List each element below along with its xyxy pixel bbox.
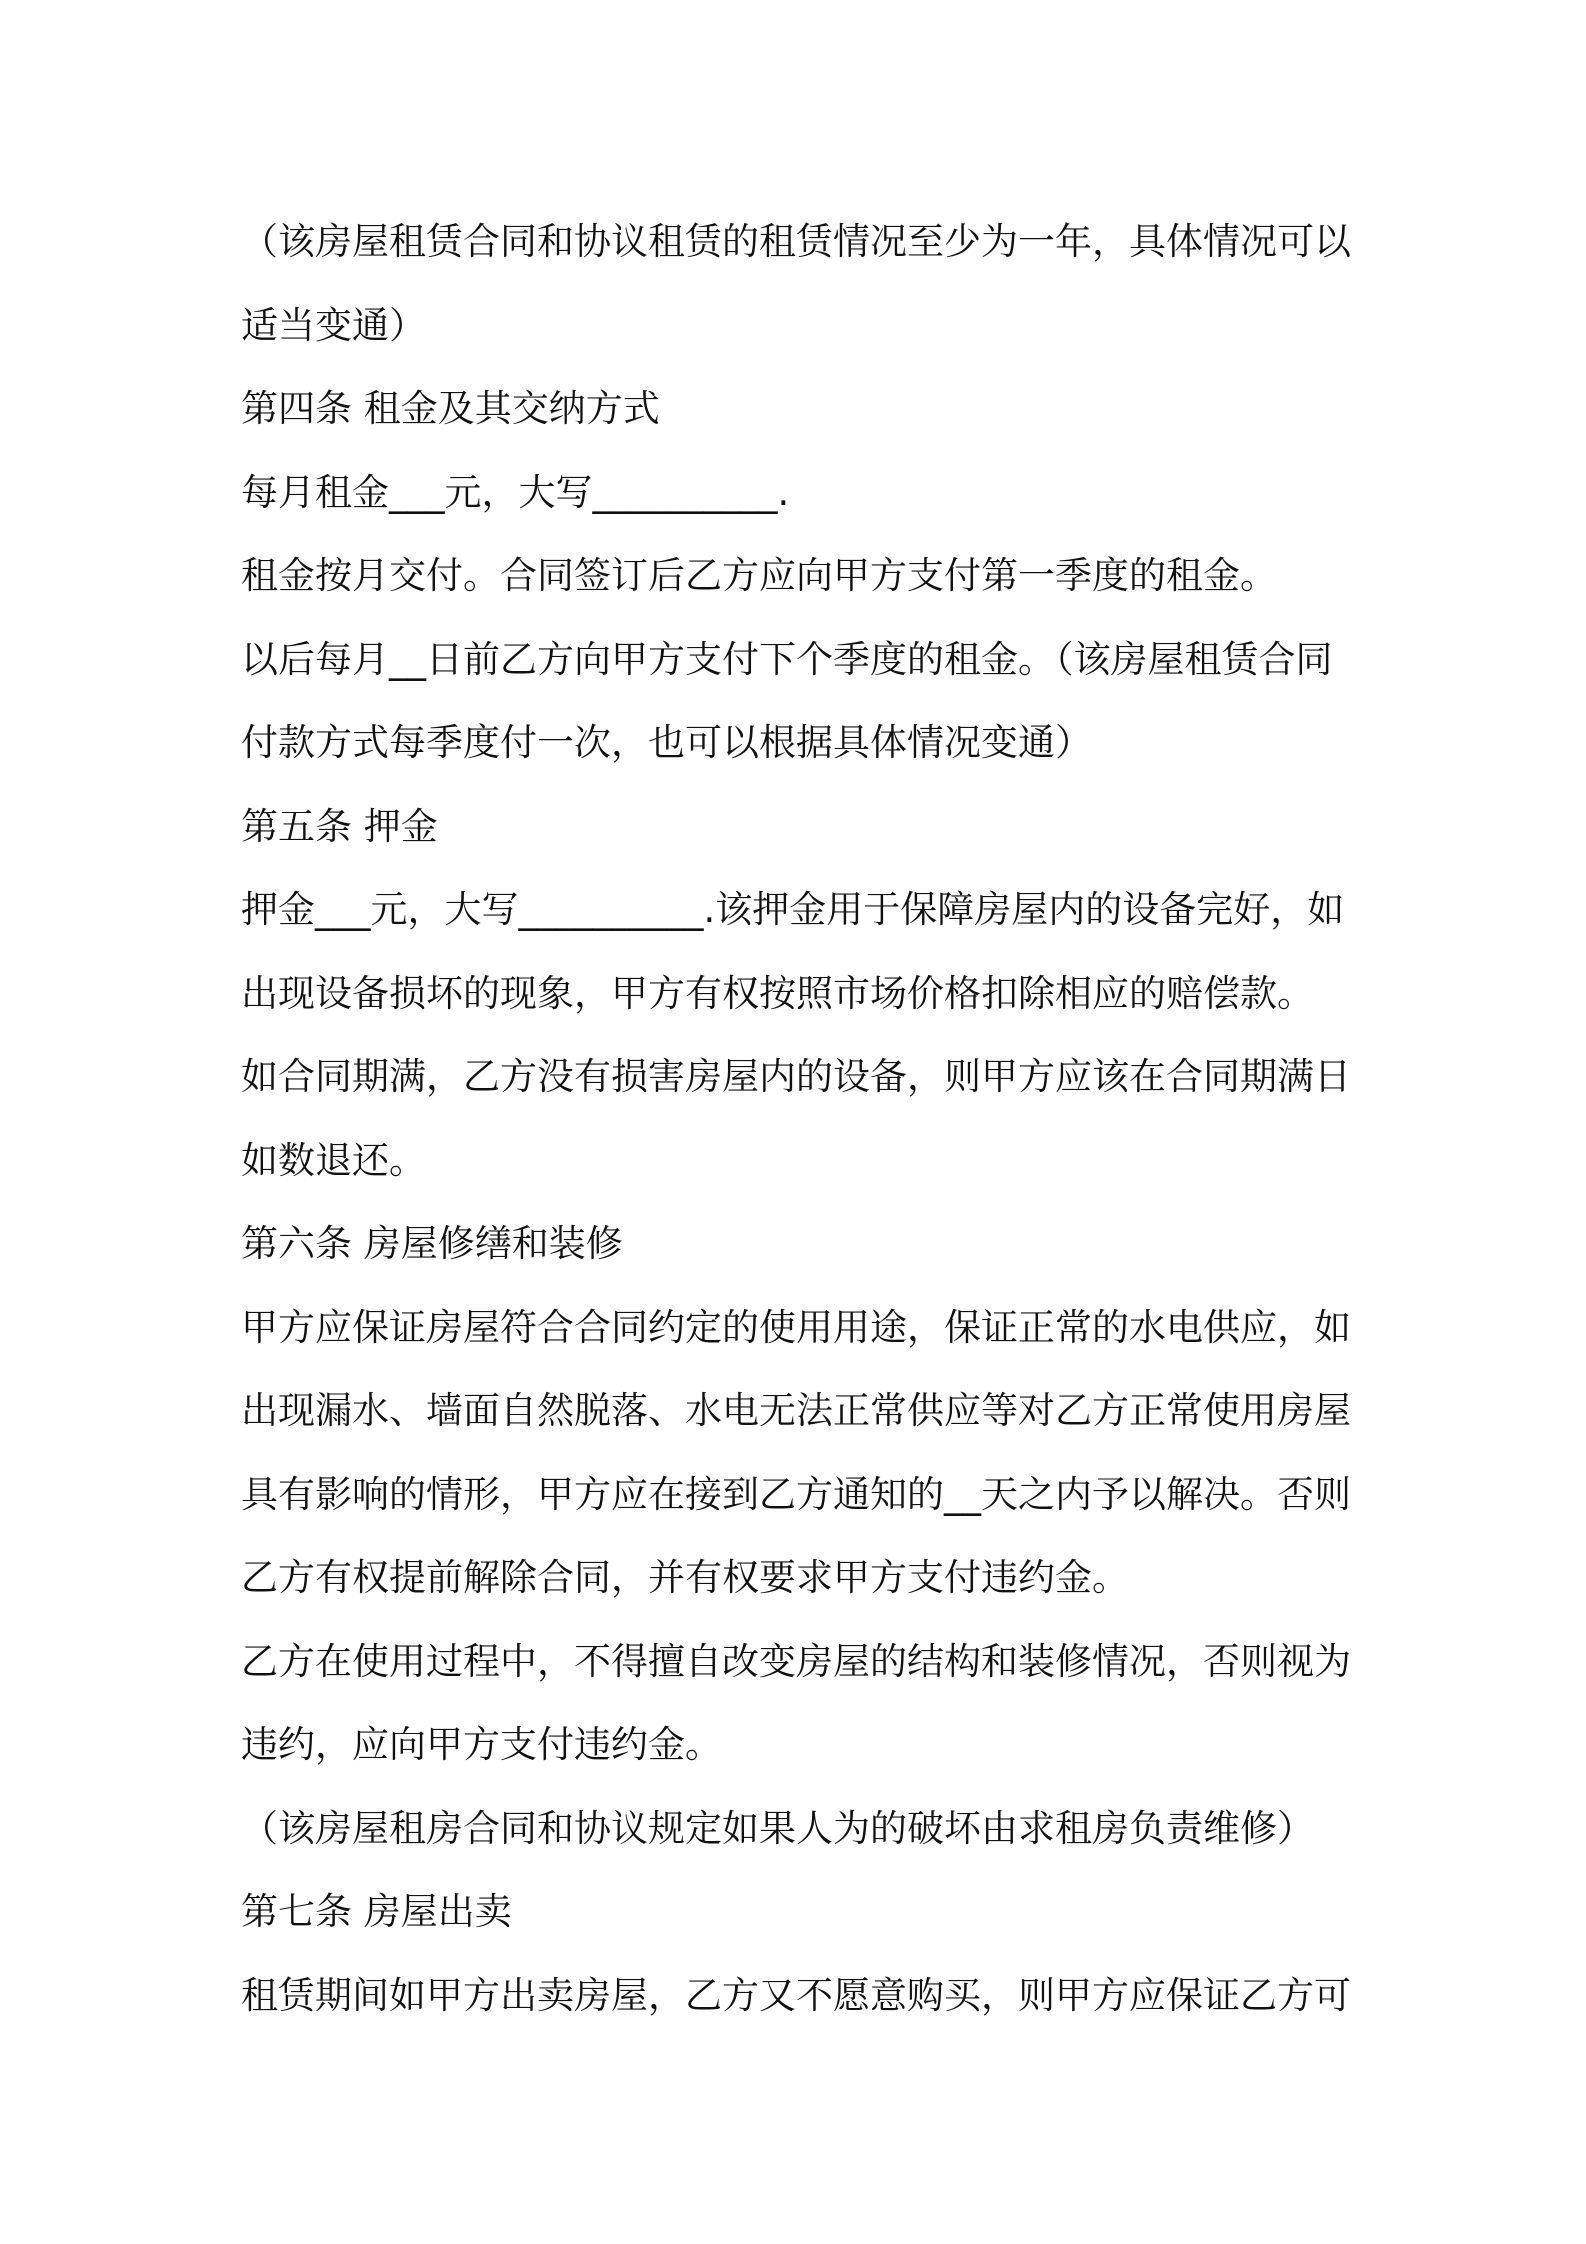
paragraph-line: 租赁期间如甲方出卖房屋，乙方又不愿意购买，则甲方应保证乙方可	[241, 1973, 1351, 2017]
paragraph-line: 乙方在使用过程中，不得擅自改变房屋的结构和装修情况，否则视为	[241, 1639, 1351, 1683]
paragraph-line: 出现设备损坏的现象，甲方有权按照市场价格扣除相应的赔偿款。	[241, 971, 1314, 1015]
paragraph-line: 如合同期满，乙方没有损害房屋内的设备，则甲方应该在合同期满日	[241, 1055, 1351, 1098]
section-heading-article-6: 第六条 房屋修缮和装修	[241, 1222, 623, 1265]
paragraph-line: 以后每月__日前乙方向甲方支付下个季度的租金。（该房屋租赁合同	[241, 637, 1333, 681]
paragraph-line: 每月租金___元，大写__________.	[241, 470, 790, 514]
section-heading-article-7: 第七条 房屋出卖	[241, 1890, 512, 1933]
paragraph-line: 违约，应向甲方支付违约金。	[241, 1723, 722, 1766]
paragraph-line: 适当变通）	[241, 303, 426, 347]
paragraph-line: （该房屋租房合同和协议规定如果人为的破坏由求租房负责维修）	[241, 1806, 1314, 1850]
paragraph-line: 甲方应保证房屋符合合同约定的使用用途，保证正常的水电供应，如	[241, 1305, 1351, 1349]
section-heading-article-4: 第四条 租金及其交纳方式	[241, 387, 660, 430]
document-body	[241, 200, 1351, 2037]
paragraph-line: 如数退还。	[241, 1138, 426, 1182]
paragraph-line: 押金___元，大写__________.该押金用于保障房屋内的设备完好，如	[241, 888, 1345, 931]
paragraph-line: 出现漏水、墙面自然脱落、水电无法正常供应等对乙方正常使用房屋	[241, 1389, 1351, 1432]
paragraph-line: 乙方有权提前解除合同，并有权要求甲方支付违约金。	[241, 1556, 1129, 1599]
paragraph-line: （该房屋租赁合同和协议租赁的租赁情况至少为一年，具体情况可以	[241, 220, 1351, 263]
section-heading-article-5: 第五条 押金	[241, 804, 438, 848]
paragraph-line: 具有影响的情形，甲方应在接到乙方通知的__天之内予以解决。否则	[241, 1472, 1351, 1516]
paragraph-line: 付款方式每季度付一次，也可以根据具体情况变通）	[241, 721, 1092, 764]
paragraph-line: 租金按月交付。合同签订后乙方应向甲方支付第一季度的租金。	[241, 554, 1277, 597]
